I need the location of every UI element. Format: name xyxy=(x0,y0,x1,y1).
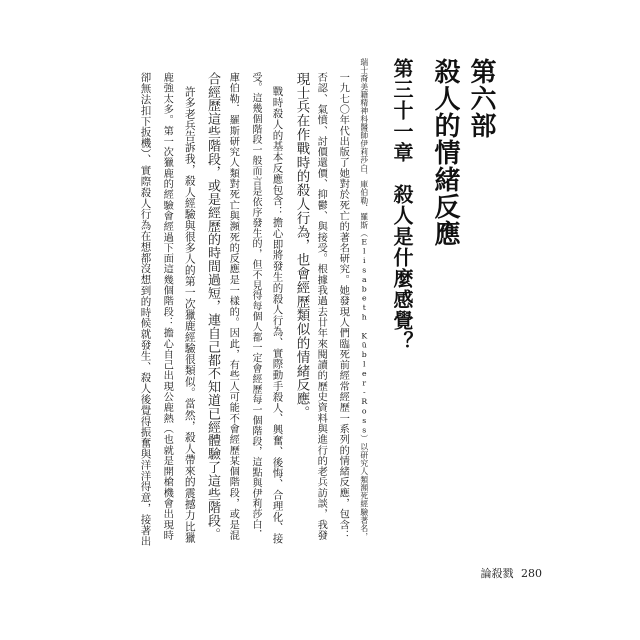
body-line: 許多老兵告訴我，殺人經驗與很多人的第一次獵鹿經驗很類似。當然，殺人帶來的震撼力比獵 xyxy=(183,86,197,544)
body-line: 瑞士裔美籍精神科醫師伊莉莎白．庫伯勒．羅斯（Elisabeth Kübler-Ross）以研究人類瀕死經驗著名， xyxy=(359,58,369,541)
body-line: 受。這幾個階段一般而言是依序發生的，但不見得每個人都一定會經歷每一個階段，這點與伊莉莎白． xyxy=(250,72,261,540)
body-line: 否認、氣憤、討價還價、抑鬱、與接受。根據我過去廿年來閱讀的歷史資料與進行的老兵訪談，我發 xyxy=(315,72,328,541)
body-line: 鹿強太多。第一次獵鹿的經驗會經過下面這幾個階段：擔心自己出現公鹿熱（也就是開槍機會出現時 xyxy=(161,72,174,541)
part-label: 第六部 xyxy=(466,58,496,139)
running-title: 論殺戮 xyxy=(480,567,514,580)
body-line: 一九七〇年代出版了她對於死亡的著名研究。她發現人們臨死前經常經歷一系列的情緒反應，包含： xyxy=(337,72,350,541)
body-line: 合經歷這些階段，或是經歷的時間過短，連自己都不知道已經體驗了這些階段。 xyxy=(205,72,220,541)
body-line: 卻無法扣下扳機）、實際殺人行為在想都沒想到的時候就發生、殺人後覺得振奮與洋洋得意，接著出 xyxy=(139,72,152,547)
part-title: 殺人的情緒反應 xyxy=(430,58,460,247)
body-line: 庫伯勒．羅斯研究人類對死亡與瀕死的反應是一樣的。因此，有些人可能不會經歷某個階段，或是混 xyxy=(227,72,240,541)
body-line: 戰時殺人的基本反應包含：擔心即將發生的殺人行為、實際動手殺人、興奮、後悔、合理化、接 xyxy=(271,86,284,544)
page-number: 280 xyxy=(521,567,542,580)
chapter-title: 第三十一章 殺人是什麼感覺？ xyxy=(390,58,414,352)
page-footer xyxy=(477,565,543,581)
body-line: 現士兵在作戰時的殺人行為，也會經歷類似的情緒反應。 xyxy=(293,72,310,420)
